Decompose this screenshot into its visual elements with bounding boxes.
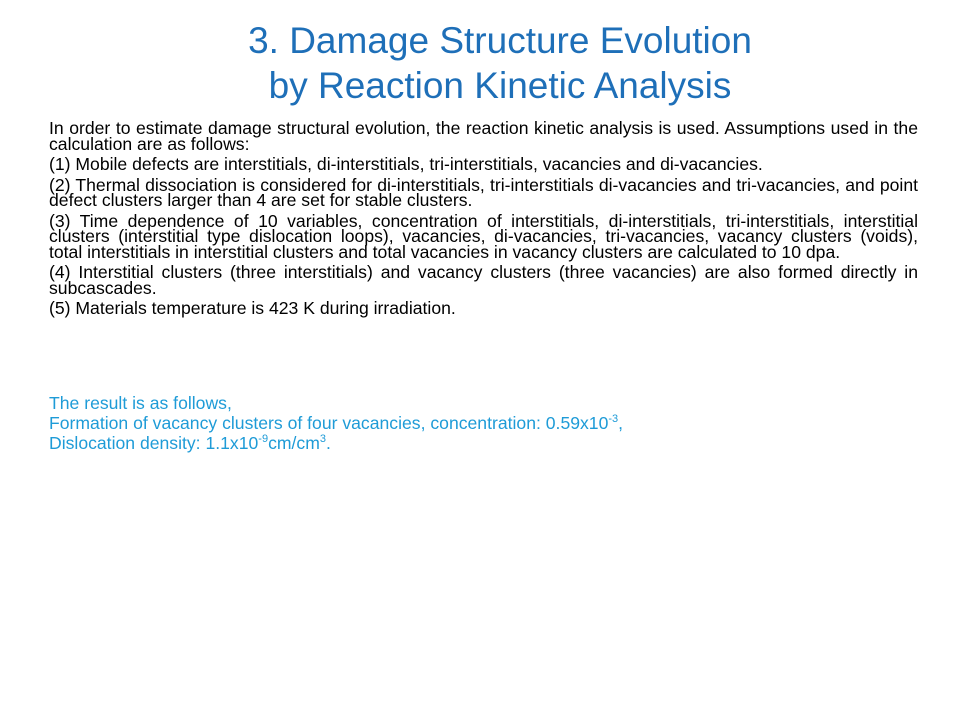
intro-paragraph: In order to estimate damage structural evolution, the reaction kinetic analysis is used. Assumptions used in the calculation are as follows: — [49, 118, 918, 154]
formation-exponent: -3 — [608, 413, 619, 425]
formation-suffix: , — [618, 413, 624, 433]
result-formation — [49, 413, 918, 433]
title-line-2: by Reaction Kinetic Analysis — [268, 65, 732, 106]
assumption-2: (2) Thermal dissociation is considered for di-interstitials, tri-interstitials di-vacancies and tri-vacancies, and point defect clusters larger than 4 are set for stable clusters. — [49, 174, 918, 210]
title-line-1: 3. Damage Structure Evolution — [248, 20, 752, 61]
assumption-5: (5) Materials temperature is 423 K during irradiation. — [49, 298, 456, 318]
dislocation-unit: cm/cm — [268, 433, 320, 453]
dislocation-unit-exponent: 3 — [319, 433, 326, 445]
slide-title — [140, 18, 860, 108]
assumption-3: (3) Time dependence of 10 variables, concentration of interstitials, di-interstitials, tri-interstitials, interstitial clusters (interstitial type dislocation loops), vacancies, di-vacancies, tri-vacancies, vacancy clusters (voids), total interstitials in interstitial clusters and total vacancies in vacancy clusters are calculated to 10 dpa. — [49, 210, 918, 262]
dislocation-text: Dislocation density: 1.1x10 — [49, 433, 259, 453]
formation-text: Formation of vacancy clusters of four vacancies, concentration: 0.59x10 — [49, 413, 609, 433]
result-heading: The result is as follows, — [49, 393, 232, 413]
assumption-4: (4) Interstitial clusters (three interstitials) and vacancy clusters (three vacancies) are also formed directly in subcascades. — [49, 262, 918, 298]
body-text — [49, 118, 918, 322]
dislocation-exponent: -9 — [258, 433, 269, 445]
assumption-1: (1) Mobile defects are interstitials, di-interstitials, tri-interstitials, vacancies and di-vacancies. — [49, 154, 763, 174]
result-block — [49, 393, 918, 453]
result-dislocation — [49, 433, 918, 453]
dislocation-suffix: . — [326, 433, 331, 453]
